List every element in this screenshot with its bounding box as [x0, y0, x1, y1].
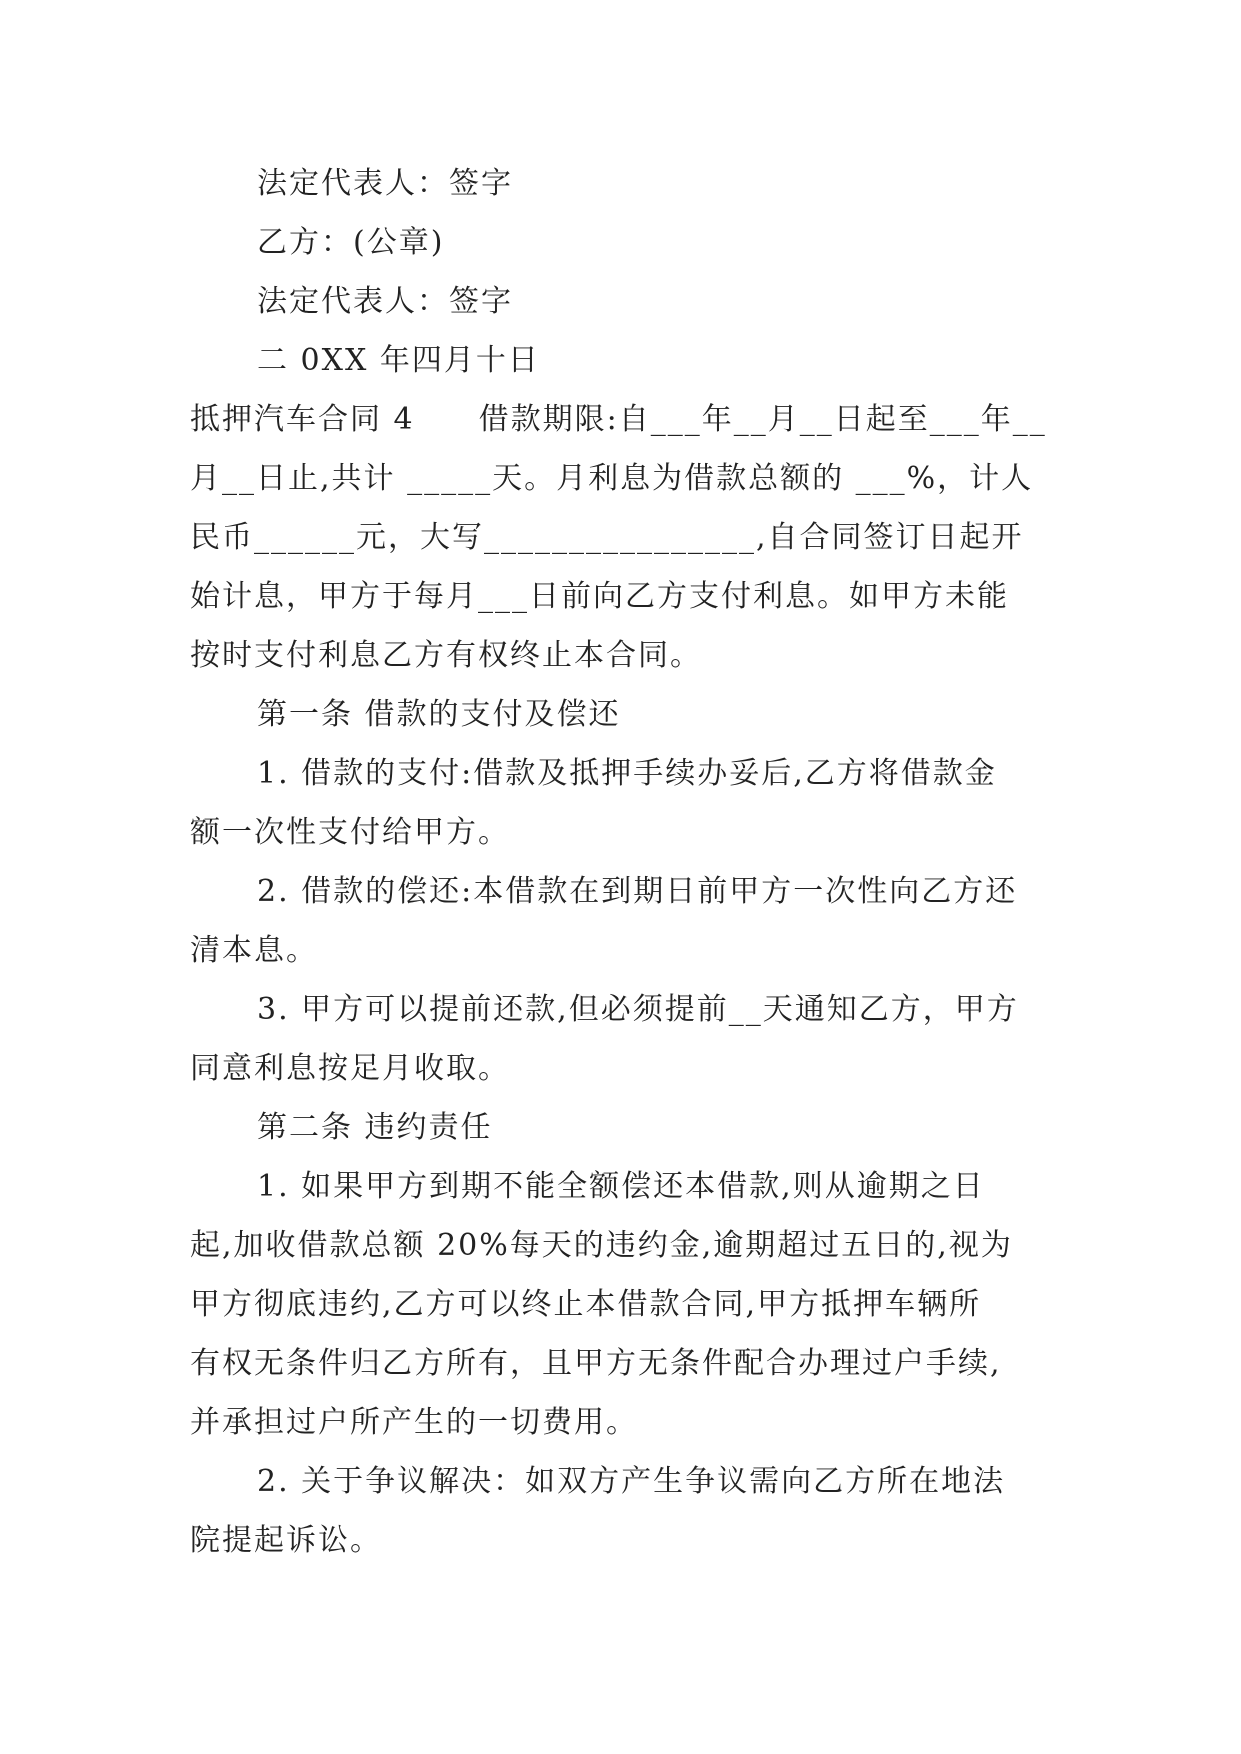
paragraph-line: 1. 借款的支付:借款及抵押手续办妥后,乙方将借款金 — [257, 756, 997, 791]
paragraph-line: 抵押汽车合同 4 借款期限:自___年__月__日起至___年__ — [190, 402, 1047, 437]
paragraph-line: 民币______元，大写________________,自合同签订日起开 — [190, 520, 1024, 555]
signature-line-party-b: 法定代表人：签字 — [257, 284, 513, 319]
paragraph-line: 起,加收借款总额 20%每天的违约金,逾期超过五日的,视为 — [190, 1228, 1013, 1263]
party-b-seal-line: 乙方：(公章) — [257, 225, 445, 260]
section-heading-2: 第二条 违约责任 — [257, 1110, 493, 1145]
paragraph-line: 月__日止,共计 _____天。月利息为借款总额的 ___%，计人 — [190, 461, 1034, 496]
signature-line-party-a: 法定代表人：签字 — [257, 166, 513, 201]
paragraph-line: 院提起诉讼。 — [190, 1523, 382, 1558]
paragraph-line: 额一次性支付给甲方。 — [190, 815, 510, 850]
paragraph-line: 2. 关于争议解决：如双方产生争议需向乙方所在地法 — [257, 1464, 1006, 1499]
paragraph-line: 3. 甲方可以提前还款,但必须提前__天通知乙方，甲方 — [257, 992, 1019, 1027]
paragraph-line: 按时支付利息乙方有权终止本合同。 — [190, 638, 702, 673]
section-heading-1: 第一条 借款的支付及偿还 — [257, 697, 621, 732]
paragraph-line: 有权无条件归乙方所有，且甲方无条件配合办理过户手续, — [190, 1346, 1002, 1381]
paragraph-line: 同意利息按足月收取。 — [190, 1051, 510, 1086]
date-line: 二 0XX 年四月十日 — [257, 343, 540, 378]
paragraph-line: 甲方彻底违约,乙方可以终止本借款合同,甲方抵押车辆所 — [190, 1287, 982, 1322]
paragraph-line: 始计息，甲方于每月___日前向乙方支付利息。如甲方未能 — [190, 579, 1009, 614]
paragraph-line: 1. 如果甲方到期不能全额偿还本借款,则从逾期之日 — [257, 1169, 985, 1204]
paragraph-line: 清本息。 — [190, 933, 318, 968]
paragraph-line: 并承担过户所产生的一切费用。 — [190, 1405, 638, 1440]
paragraph-line: 2. 借款的偿还:本借款在到期日前甲方一次性向乙方还 — [257, 874, 1018, 909]
